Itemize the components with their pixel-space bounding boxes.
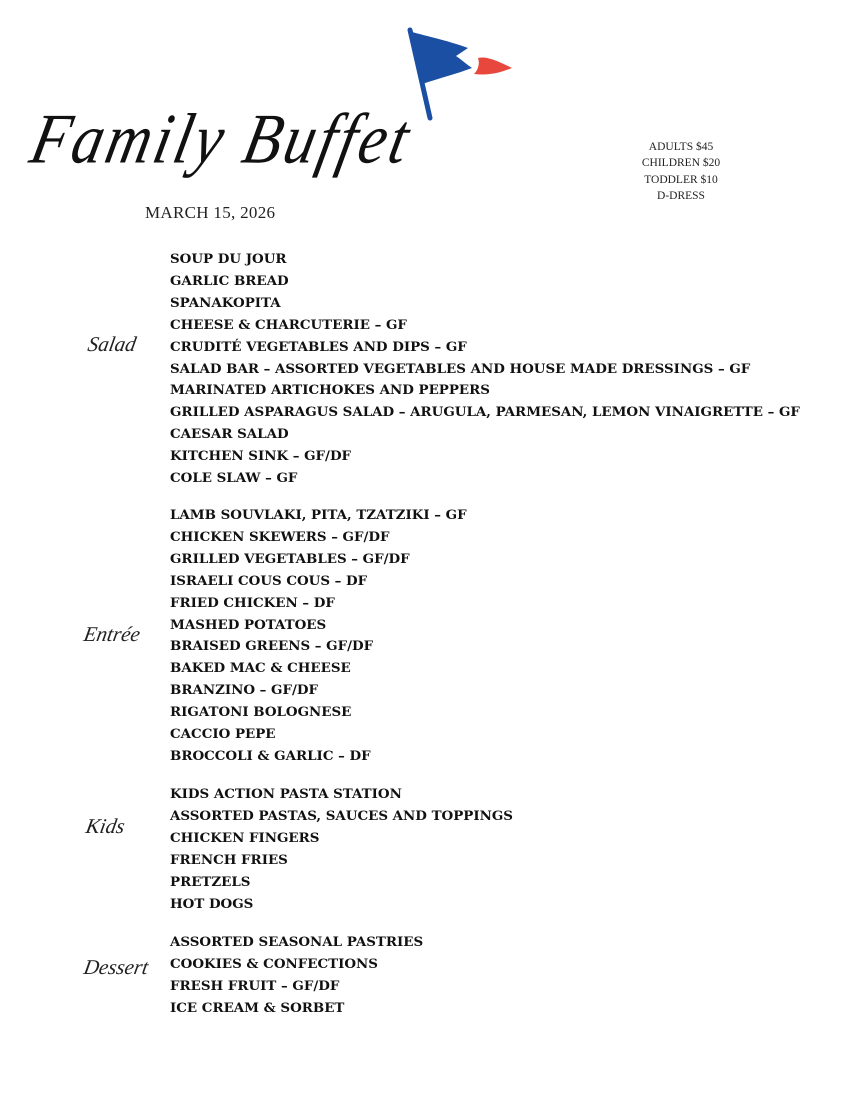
price-adults: ADULTS $45 xyxy=(648,141,714,153)
list-item: GRILLED ASPARAGUS SALAD – ARUGULA, PARMESAN, LEMON VINAIGRETTE – GF xyxy=(170,404,800,421)
list-item: CHICKEN SKEWERS – GF/DF xyxy=(170,528,390,545)
list-item: MASHED POTATOES xyxy=(170,616,327,633)
list-item: FRENCH FRIES xyxy=(170,851,288,868)
list-item: GRILLED VEGETABLES – GF/DF xyxy=(170,550,410,567)
salad-items xyxy=(170,249,800,490)
section-label-dessert: Dessert xyxy=(81,955,151,979)
section-label-entree: Entrée xyxy=(81,622,143,646)
list-item: COOKIES & CONFECTIONS xyxy=(170,955,378,972)
list-item: CHICKEN FINGERS xyxy=(170,829,320,846)
list-item: SPANAKOPITA xyxy=(170,294,281,311)
list-item: FRESH FRUIT – GF/DF xyxy=(170,977,340,994)
list-item: CRUDITÉ VEGETABLES AND DIPS – GF xyxy=(170,338,467,355)
list-item: ASSORTED SEASONAL PASTRIES xyxy=(170,934,424,950)
pricing-block xyxy=(610,139,752,204)
list-item: ISRAELI COUS COUS – DF xyxy=(170,572,368,589)
list-item: BRAISED GREENS – GF/DF xyxy=(170,638,374,655)
kids-items xyxy=(170,784,513,915)
list-item: BRANZINO – GF/DF xyxy=(170,682,318,699)
page-title: Family Buffet xyxy=(24,100,419,179)
list-item: HOT DOGS xyxy=(170,895,254,912)
list-item: RIGATONI BOLOGNESE xyxy=(170,704,352,721)
list-item: CHEESE & CHARCUTERIE – GF xyxy=(170,316,407,333)
entree-items xyxy=(170,505,467,768)
section-label-kids: Kids xyxy=(83,814,127,838)
list-item: FRIED CHICKEN – DF xyxy=(170,594,335,611)
list-item: KIDS ACTION PASTA STATION xyxy=(170,786,402,802)
dessert-items xyxy=(170,932,423,1020)
pennant-flag-icon xyxy=(406,26,518,122)
price-children: CHILDREN $20 xyxy=(641,157,721,170)
price-toddler: TODDLER $10 xyxy=(644,173,718,186)
list-item: MARINATED ARTICHOKES AND PEPPERS xyxy=(170,382,490,399)
list-item: CACCIO PEPE xyxy=(170,726,276,743)
event-date: MARCH 15, 2026 xyxy=(145,203,276,222)
list-item: COLE SLAW – GF xyxy=(170,470,298,487)
list-item: PRETZELS xyxy=(170,873,251,890)
list-item: SOUP DU JOUR xyxy=(170,251,287,267)
dress-code: D-DRESS xyxy=(657,189,705,202)
list-item: GARLIC BREAD xyxy=(170,272,289,289)
list-item: BAKED MAC & CHEESE xyxy=(170,660,351,677)
list-item: BROCCOLI & GARLIC – DF xyxy=(170,747,371,764)
list-item: ASSORTED PASTAS, SAUCES AND TOPPINGS xyxy=(170,807,513,824)
list-item: LAMB SOUVLAKI, PITA, TZATZIKI – GF xyxy=(170,507,467,523)
list-item: CAESAR SALAD xyxy=(170,426,289,443)
section-label-salad: Salad xyxy=(85,332,139,356)
list-item: ICE CREAM & SORBET xyxy=(170,999,345,1016)
list-item: KITCHEN SINK – GF/DF xyxy=(170,448,352,465)
list-item: SALAD BAR – ASSORTED VEGETABLES AND HOUSE MADE DRESSINGS – GF xyxy=(170,360,751,377)
